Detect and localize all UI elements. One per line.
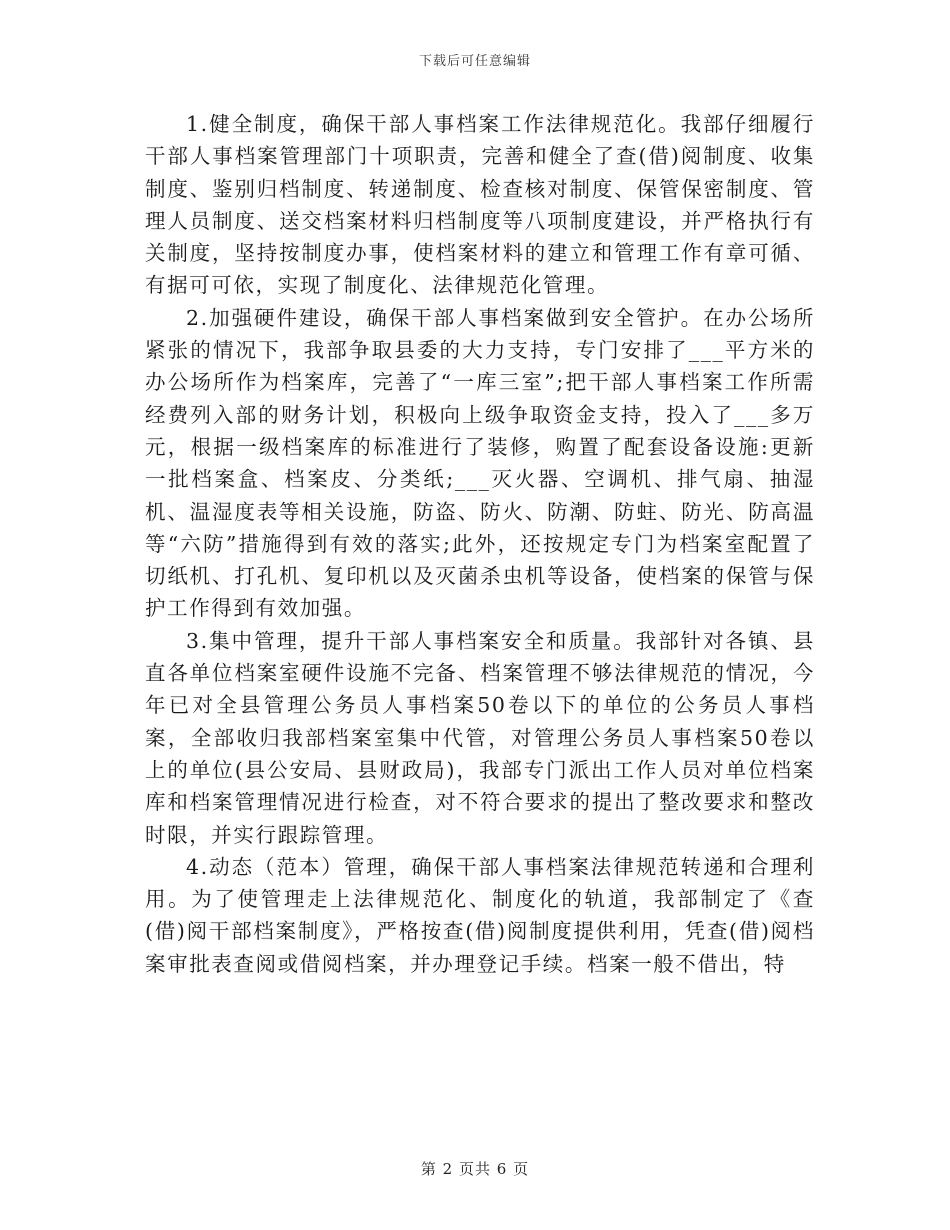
page-header: 下载后可任意编辑 (418, 54, 531, 69)
paragraph-4: 4.动态（范本）管理，确保干部人事档案法律规范转递和合理利用。为了使管理走上法律规范化、制度化的轨道，我部制定了《查(借)阅干部档案制度》，严格按查(借)阅制度提供利用，凭查(借)阅档案审批表查阅或借阅档案，并办理登记手续。档案一般不借出，特 (145, 854, 815, 976)
page-footer: 第 2 页共 6 页 (420, 1160, 530, 1178)
paragraph-2: 2.加强硬件建设，确保干部人事档案做到安全管护。在办公场所紧张的情况下，我部争取县委的大力支持，专门安排了___平方米的办公场所作为档案库，完善了“一库三室”;把干部人事档案工作所需经费列入部的财务计划，积极向上级争取资金支持，投入了___多万元，根据一级档案库的标准进行了装修，购置了配套设备设施:更新一批档案盒、档案皮、分类纸;___灭火器、空调机、排气扇、抽湿机、温湿度表等相关设施，防盗、防火、防潮、防蛀、防光、防高温等“六防”措施得到有效的落实;此外，还按规定专门为档案室配置了切纸机、打孔机、复印机以及灭菌杀虫机等设备，使档案的保管与保护工作得到有效加强。 (145, 305, 815, 621)
paragraph-1: 1.健全制度，确保干部人事档案工作法律规范化。我部仔细履行干部人事档案管理部门十项职责，完善和健全了查(借)阅制度、收集制度、鉴别归档制度、转递制度、检查核对制度、保管保密制度、管理人员制度、送交档案材料归档制度等八项制度建设，并严格执行有关制度，坚持按制度办事，使档案材料的建立和管理工作有章可循、有据可可依，实现了制度化、法律规范化管理。 (145, 112, 815, 298)
document-body (145, 108, 815, 980)
paragraph-3: 3.集中管理，提升干部人事档案安全和质量。我部针对各镇、县直各单位档案室硬件设施不完备、档案管理不够法律规范的情况，今年已对全县管理公务员人事档案50卷以下的单位的公务员人事档案，全部收归我部档案室集中代管，对管理公务员人事档案50卷以上的单位(县公安局、县财政局)，我部专门派出工作人员对单位档案库和档案管理情况进行检查，对不符合要求的提出了整改要求和整改时限，并实行跟踪管理。 (145, 628, 815, 847)
